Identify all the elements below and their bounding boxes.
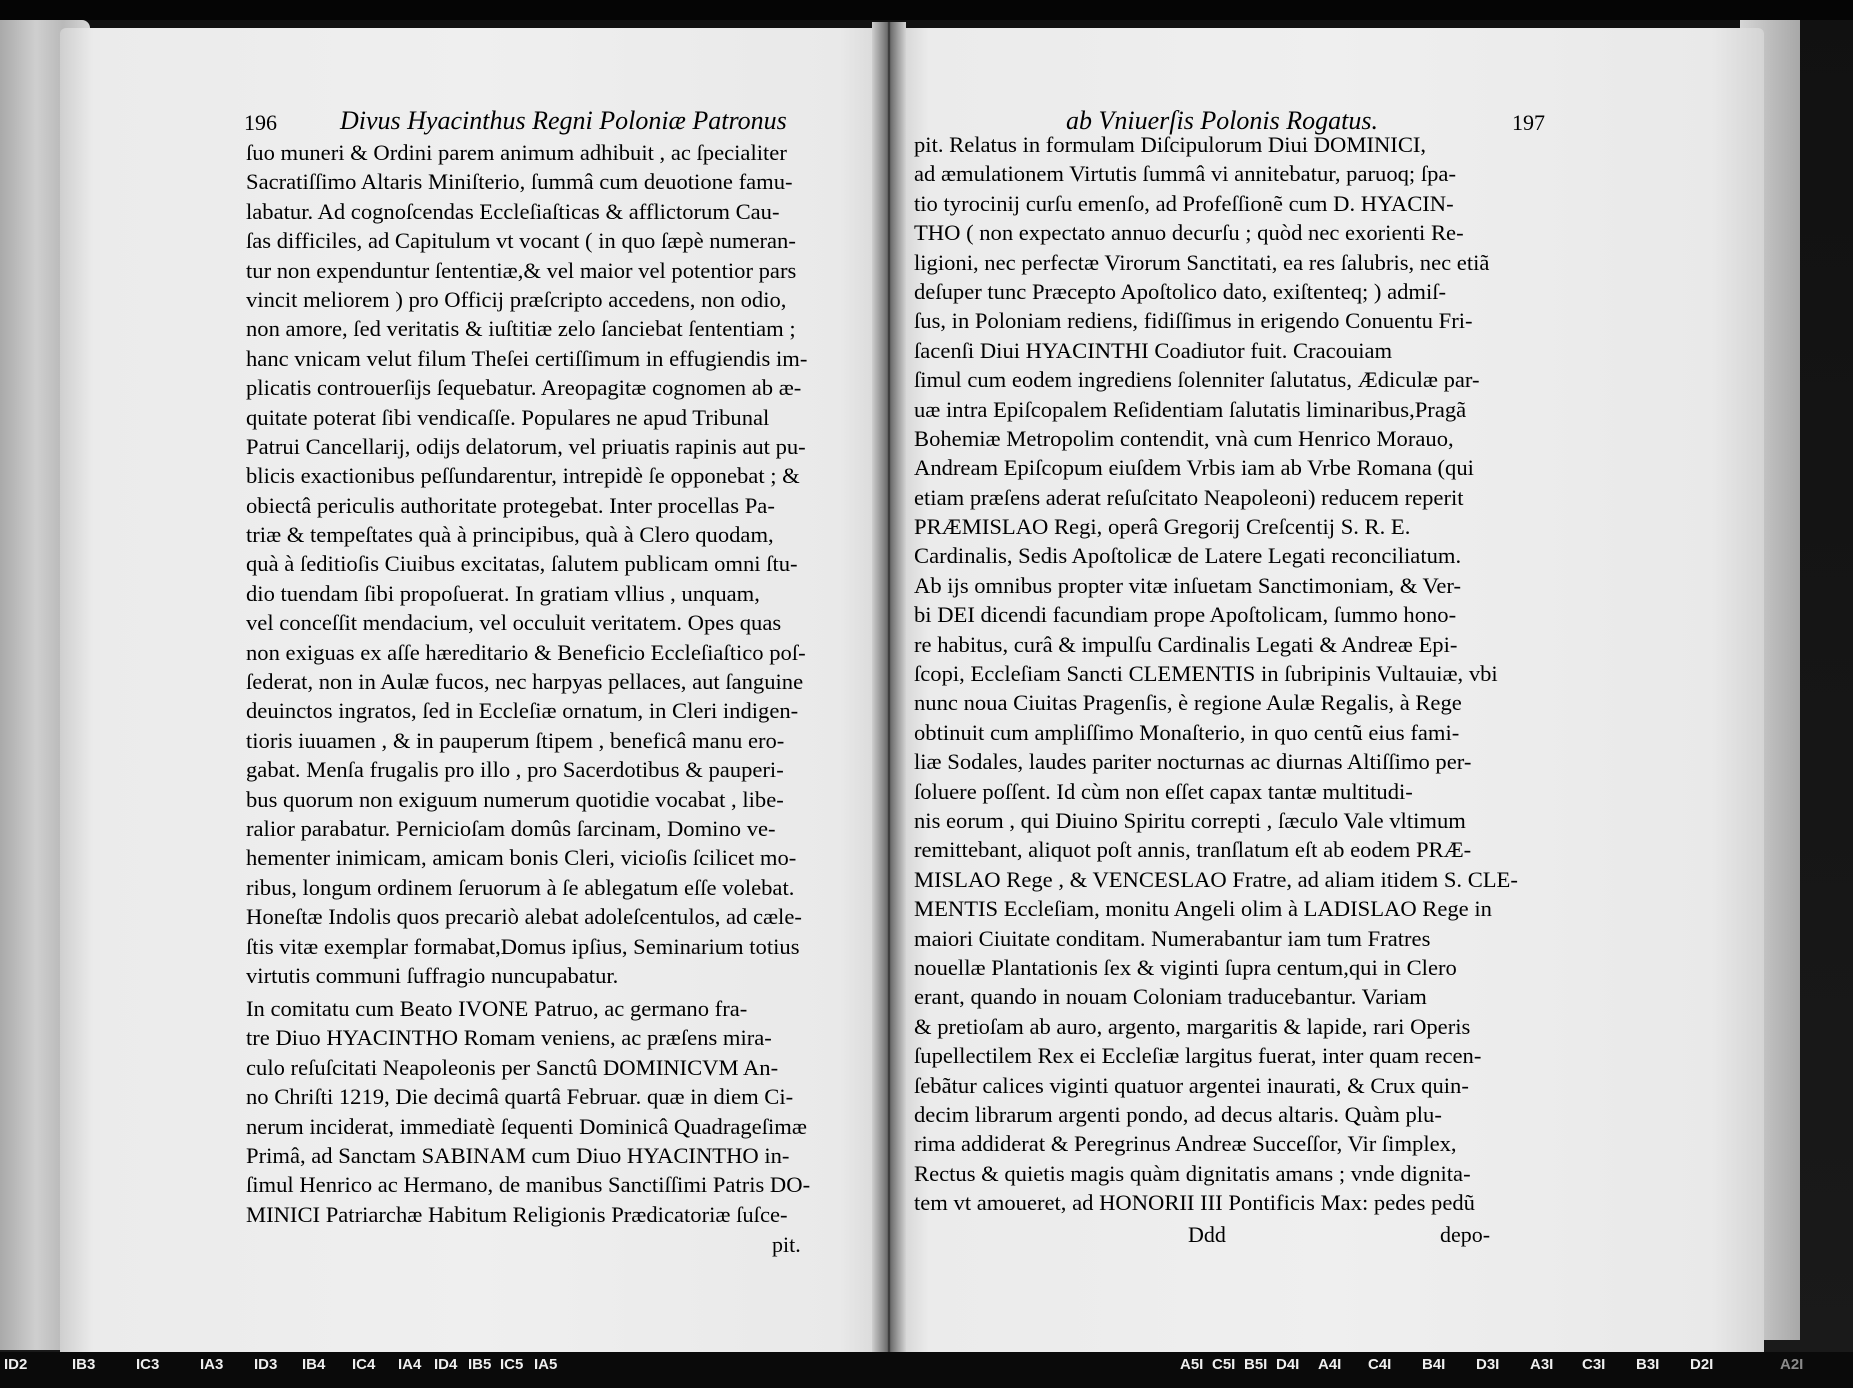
text-line: Ab ijs omnibus propter vitæ inſuetam Sanctimoniam, & Ver- — [914, 572, 1461, 598]
text-line: nerum inciderat, immediatè ſequenti Dominicâ Quadrageſimæ — [246, 1113, 807, 1139]
text-line: gabat. Menſa frugalis pro illo , pro Sacerdotibus & pauperi- — [246, 757, 784, 783]
text-line: liæ Sodales, laudes pariter nocturnas ac diurnas Altiſſimo per- — [914, 749, 1472, 775]
text-line: bi DEI dicendi facundiam prope Apoſtolicam, ſummo hono- — [914, 602, 1457, 628]
text-line: uæ intra Epiſcopalem Reſidentiam ſalutatis liminaribus,Pragã — [914, 396, 1467, 422]
strip-label: A5I — [1180, 1356, 1204, 1373]
text-line: non amore, ſed veritatis & iuſtitiæ zelo ſanciebat ſententiam ; — [246, 316, 796, 342]
left-page-number: 196 — [244, 110, 277, 135]
strip-label: C3I — [1582, 1356, 1606, 1373]
text-line: ſcopi, Eccleſiam Sancti CLEMENTIS in ſubripinis Vultauiæ, vbi — [914, 661, 1498, 687]
text-line: Patrui Cancellarij, odijs delatorum, vel priuatis rapinis aut pu- — [246, 433, 806, 459]
text-line: triæ & tempeſtates quà à principibus, quà à Clero quodam, — [246, 522, 774, 548]
text-line: Rectus & quietis magis quàm dignitatis amans ; vnde dignita- — [914, 1160, 1471, 1186]
strip-label: C5I — [1212, 1356, 1236, 1373]
text-line: MISLAO Rege , & VENCESLAO Fratre, ad aliam itidem S. CLE- — [914, 866, 1518, 892]
text-line: ralior parabatur. Pernicioſam domûs ſarcinam, Domino ve- — [246, 815, 776, 841]
strip-label: IB4 — [302, 1356, 326, 1373]
strip-label: IA5 — [534, 1356, 558, 1373]
text-line: decim librarum argenti pondo, ad decus altaris. Quàm plu- — [914, 1101, 1442, 1127]
left-page-paragraph-2 — [246, 994, 810, 1229]
text-line: ſimul Henrico ac Hermano, de manibus Sanctiſſimi Patris DO- — [246, 1172, 811, 1198]
right-page-number: 197 — [1512, 110, 1545, 135]
text-line: ribus, longum ordinem ſeruorum à ſe ablegatum eſſe volebat. — [246, 874, 795, 900]
text-line: Cardinalis, Sedis Apoſtolicæ de Latere Legati reconciliatum. — [914, 543, 1462, 569]
text-line: nunc noua Ciuitas Pragenſis, è regione Aulæ Regalis, à Rege — [914, 690, 1462, 716]
text-line: ſupellectilem Rex ei Eccleſiæ largitus fuerat, inter quam recen- — [914, 1043, 1482, 1069]
text-line: rima addiderat & Peregrinus Andreæ Succeſſor, Vir ſimplex, — [914, 1131, 1457, 1157]
text-line: ſuo muneri & Ordini parem animum adhibuit , ac ſpecialiter — [246, 140, 787, 165]
strip-label: IC5 — [500, 1356, 524, 1373]
text-line: no Chriſti 1219, Die decimâ quartâ Februar. quæ in diem Ci- — [246, 1084, 794, 1110]
text-line: tio tyrocinij curſu emenſo, ad Profeſſionẽ cum D. HYACIN- — [914, 190, 1454, 216]
text-line: nis eorum , qui Diuino Spiritu correpti , ſæculo Vale vltimum — [914, 807, 1466, 833]
top-border — [0, 0, 1853, 20]
text-line: ſas difficiles, ad Capitulum vt vocant ( in quo ſæpè numeran- — [246, 228, 796, 254]
text-line: pit. Relatus in formulam Diſcipulorum Diui DOMINICI, — [914, 132, 1427, 157]
text-line: Sacratiſſimo Altaris Miniſterio, ſummâ cum deuotione famu- — [246, 169, 793, 195]
text-line: Primâ, ad Sanctam SABINAM cum Diuo HYACINTHO in- — [246, 1142, 790, 1168]
strip-label: A3I — [1530, 1356, 1554, 1373]
text-line: tur non expenduntur ſententiæ,& vel maior vel potentior pars — [246, 257, 797, 283]
text-line: maiori Ciuitate conditam. Numerabantur iam tum Fratres — [914, 925, 1431, 951]
right-running-head: ab Vniuerſis Polonis Rogatus. — [1066, 106, 1378, 135]
left-running-head: Divus Hyacinthus Regni Poloniæ Patronus — [340, 106, 787, 135]
text-line: etiam præſens aderat reſuſcitato Neapoleoni) reducem reperit — [914, 484, 1464, 510]
text-line: tioris iuuamen , & in pauperum ſtipem , beneficâ manu ero- — [246, 727, 785, 753]
strip-label: B5I — [1244, 1356, 1268, 1373]
left-catchword: pit. — [772, 1232, 801, 1257]
left-page-text — [246, 138, 807, 990]
text-line: ſederat, non in Aulæ fucos, nec harpyas pellaces, aut ſanguine — [246, 669, 804, 695]
text-line: & pretioſam ab auro, argento, margaritis & lapide, rari Operis — [914, 1013, 1471, 1039]
text-line: ſimul cum eodem ingrediens ſolenniter ſalutatus, Ædiculæ par- — [914, 367, 1480, 393]
strip-label: ID2 — [4, 1356, 28, 1373]
text-line: blicis exactionibus peſſundarentur, intrepidè ſe opponebat ; & — [246, 463, 800, 489]
strip-label: D2I — [1690, 1356, 1714, 1373]
strip-label: ID3 — [254, 1356, 278, 1373]
strip-label: IA3 — [200, 1356, 224, 1373]
strip-label: D3I — [1476, 1356, 1500, 1373]
text-line: non exiguas ex aſſe hæreditario & Beneficio Eccleſiaſtico poſ- — [246, 639, 806, 665]
text-line: re habitus, curâ & impulſu Cardinalis Legati & Andreæ Epi- — [914, 631, 1458, 657]
strip-label: C4I — [1368, 1356, 1392, 1373]
strip-label: ID4 — [434, 1356, 458, 1373]
strip-label: IB5 — [468, 1356, 492, 1373]
strip-label: B3I — [1636, 1356, 1660, 1373]
text-line: ſus, in Poloniam rediens, fidiſſimus in erigendo Conuentu Fri- — [914, 308, 1473, 334]
strip-label: IB3 — [72, 1356, 96, 1373]
strip-label: D4I — [1276, 1356, 1300, 1373]
text-line: ligioni, nec perfectæ Virorum Sanctitati, ea res ſalubris, nec etiã — [914, 249, 1490, 275]
text-line: plicatis controuerſijs ſequebatur. Areopagitæ cognomen ab æ- — [246, 375, 802, 401]
text-line: vincit meliorem ) pro Officij præſcripto accedens, non odio, — [246, 286, 787, 312]
text-line: erant, quando in nouam Coloniam traducebantur. Variam — [914, 984, 1427, 1010]
strip-label: B4I — [1422, 1356, 1446, 1373]
text-line: obiectâ periculis authoritate protegebat. Inter procellas Pa- — [246, 492, 775, 518]
text-line: Andream Epiſcopum eiuſdem Vrbis iam ab Vrbe Romana (qui — [914, 455, 1474, 481]
text-line: In comitatu cum Beato IVONE Patruo, ac germano fra- — [246, 996, 748, 1021]
text-line: virtutis communi ſuffragio nuncupabatur. — [246, 962, 619, 988]
text-line: ſoluere poſſent. Id cùm non eſſet capax tantæ multitudi- — [914, 778, 1413, 804]
film-strip-labels — [0, 1356, 1853, 1382]
text-line: vel conceſſit mendacium, vel occuluit veritatem. Opes quas — [246, 610, 782, 636]
text-line: Bohemiæ Metropolim contendit, vnà cum Henrico Morauo, — [914, 425, 1454, 451]
strip-label: IC4 — [352, 1356, 376, 1373]
right-page-text — [914, 130, 1518, 1217]
text-line: hanc vnicam velut filum Theſei certiſſimum in effugiendis im- — [246, 345, 808, 371]
text-line: hementer inimicam, amicam bonis Cleri, vicioſis ſcilicet mo- — [246, 845, 797, 871]
text-line: ſacenſi Diui HYACINTHI Coadiutor fuit. Cracouiam — [914, 337, 1393, 363]
strip-label: IA4 — [398, 1356, 422, 1373]
text-line: quà à ſeditioſis Ciuibus excitatas, ſalutem publicam omni ſtu- — [246, 551, 798, 577]
text-line: MENTIS Eccleſiam, monitu Angeli olim à LADISLAO Rege in — [914, 896, 1492, 922]
text-line: labatur. Ad cognoſcendas Eccleſiaſticas & afflictorum Cau- — [246, 198, 780, 224]
text-line: ſebãtur calices viginti quatuor argentei inaurati, & Crux quin- — [914, 1072, 1469, 1098]
text-line: remittebant, aliquot poſt annis, tranſlatum eſt ab eodem PRÆ- — [914, 837, 1472, 863]
text-line: THO ( non expectato annuo decurſu ; quòd nec exorienti Re- — [914, 220, 1464, 246]
text-line: dio tuendam ſibi propoſuerat. In gratiam vllius , unquam, — [246, 580, 760, 606]
text-line: nouellæ Plantationis ſex & viginti ſupra centum,qui in Clero — [914, 954, 1457, 980]
text-line: bus quorum non exiguum numerum quotidie vocabat , libe- — [246, 786, 784, 812]
right-catchword: depo- — [1440, 1222, 1491, 1247]
strip-label: A4I — [1318, 1356, 1342, 1373]
right-signature-mark: Ddd — [1188, 1222, 1226, 1247]
text-line: deſuper tunc Præcepto Apoſtolico dato, exiſtenteq; ) admiſ- — [914, 278, 1447, 304]
text-line: culo reſuſcitati Neapoleonis per Sanctû DOMINICVM An- — [246, 1054, 779, 1080]
text-line: ſtis vitæ exemplar formabat,Domus ipſius, Seminarium totius — [246, 933, 800, 959]
strip-label: IC3 — [136, 1356, 160, 1373]
text-line: quitate poterat ſibi vendicaſſe. Populares ne apud Tribunal — [246, 404, 770, 430]
text-line: tre Diuo HYACINTHO Romam veniens, ac præſens mira- — [246, 1025, 772, 1051]
text-line: tem vt amoueret, ad HONORII III Pontificis Max: pedes pedũ — [914, 1190, 1475, 1216]
text-line: ad æmulationem Virtutis ſummâ vi annitebatur, paruoq; ſpa- — [914, 161, 1456, 187]
book-gutter — [872, 22, 906, 1362]
text-line: deuinctos ingratos, ſed in Eccleſiæ ornatum, in Cleri indigen- — [246, 698, 799, 724]
strip-label: A2I — [1780, 1356, 1804, 1373]
text-line: Honeſtæ Indolis quos precariò alebat adoleſcentulos, ad cæle- — [246, 904, 802, 930]
text-line: MINICI Patriarchæ Habitum Religionis Prædicatoriæ ſuſce- — [246, 1201, 788, 1227]
text-line: PRÆMISLAO Regi, operâ Gregorij Creſcentij S. R. E. — [914, 514, 1411, 540]
text-line: obtinuit cum ampliſſimo Monaſterio, in quo centũ eius fami- — [914, 719, 1460, 745]
